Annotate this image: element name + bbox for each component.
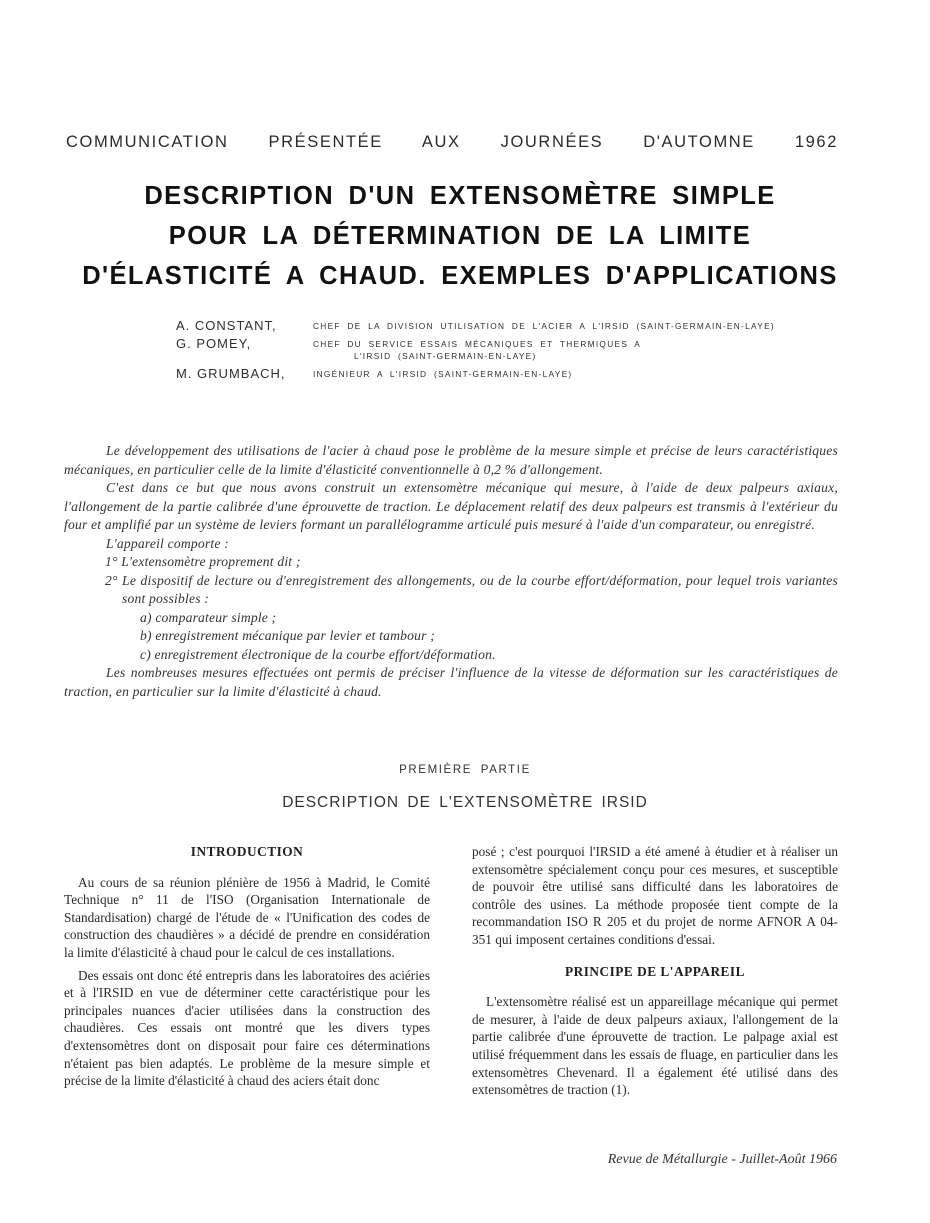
title-line: POUR LA DÉTERMINATION DE LA LIMITE [168, 222, 752, 250]
author-name: M. GRUMBACH, [176, 366, 286, 381]
section-heading: INTRODUCTION [190, 844, 304, 859]
author-role: CHEF DE LA DIVISION UTILISATION DE L'ACIER A L'IRSID (SAINT-GERMAIN-EN-LAYE) [313, 321, 775, 331]
abstract [64, 442, 838, 701]
title-line: D'ÉLASTICITÉ A CHAUD. EXEMPLES D'APPLICATIONS [82, 262, 838, 290]
section-heading: PRINCIPE DE L'APPAREIL [565, 963, 745, 979]
part-label: PREMIÈRE PARTIE [399, 764, 531, 776]
journal-footer: Revue de Métallurgie - Juillet-Août 1966 [607, 1152, 837, 1167]
abstract-paragraph: C'est dans ce but que nous avons construit un extensomètre mécanique qui mesure, à l'aide de deux palpeurs axiaux, l'allongement de la partie calibrée d'une éprouvette de traction. Le déplacement relatif des deux palpeurs est transmis à l'extérieur du four et amplifié par un système de leviers formant un parallélogramme articulé puis mesuré à l'aide d'un comparateur, ou enregistré. [64, 480, 838, 532]
author-role: CHEF DU SERVICE ESSAIS MÉCANIQUES ET THERMIQUES A [313, 339, 642, 349]
communication-line: COMMUNICATION PRÉSENTÉE AUX JOURNÉES D'AUTOMNE 1962 [66, 133, 838, 151]
abstract-sub-item: c) enregistrement électronique de la courbe effort/déformation. [140, 646, 496, 662]
right-column [472, 843, 838, 1104]
author-name: G. POMEY, [176, 336, 252, 351]
left-column [64, 843, 430, 1095]
body-paragraph: posé ; c'est pourquoi l'IRSID a été amené à étudier et à réaliser un extensomètre spécialement conçu pour ces mesures, et susceptible de pouvoir être utilisé sans difficulté dans les laboratoires de contrôle des usines. La méthode proposée tient compte de la recommandation ISO R 205 et du projet de norme AFNOR A 04-351 qui imposent certaines conditions d'essai. [472, 844, 838, 947]
author-name: A. CONSTANT, [176, 318, 277, 333]
abstract-paragraph: Le développement des utilisations de l'acier à chaud pose le problème de la mesure simple et précise de leurs caractéristiques mécaniques, en particulier celle de la limite d'élasticité conventionnelle à 0,2 % d'allongement. [64, 443, 838, 477]
body-paragraph: L'extensomètre réalisé est un appareillage mécanique qui permet de mesurer, à l'aide de deux palpeurs axiaux, l'allongement de la partie calibrée d'une éprouvette de traction. Le palpage axial est utilisé fréquemment dans les essais de fluage, en particulier dans les extensomètres Chevenard. Il a également été utilisé dans des extensomètres de traction (1). [472, 994, 838, 1098]
title-line: DESCRIPTION D'UN EXTENSOMÈTRE SIMPLE [144, 182, 776, 210]
abstract-sub-item: a) comparateur simple ; [140, 609, 277, 625]
body-paragraph: Des essais ont donc été entrepris dans les laboratoires des aciéries et à l'IRSID en vue de déterminer cette caractéristique pour les principales nuances d'acier utilisées dans la construction des chaudières. Ces essais ont montré que les divers types d'extensomètres dont on disposait pour faire ces déterminations n'étaient pas bien adaptés. Le problème de la mesure simple et précise de la limite d'élasticité à chaud des aciers était donc [64, 967, 430, 1089]
body-paragraph: Au cours de sa réunion plénière de 1956 à Madrid, le Comité Technique n° 11 de l'ISO (Organisation Internationale de Standardisation) chargé de l'étude de « l'Unification des codes de construction des chaudières » a décidé de prendre en considération la limite d'élasticité à chaud pour le calcul de ces installations. [64, 874, 430, 960]
abstract-sub-item: b) enregistrement mécanique par levier et tambour ; [140, 628, 435, 643]
section-title: DESCRIPTION DE L'EXTENSOMÈTRE IRSID [282, 794, 648, 811]
abstract-paragraph: Les nombreuses mesures effectuées ont permis de préciser l'influence de la vitesse de déformation sur les caractéristiques de traction, en particulier sur la limite d'élasticité à chaud. [64, 665, 838, 699]
author-role-continued: L'IRSID (SAINT-GERMAIN-EN-LAYE) [354, 351, 537, 361]
author-role: INGÉNIEUR A L'IRSID (SAINT-GERMAIN-EN-LAYE) [313, 369, 573, 379]
abstract-list-item: 2° Le dispositif de lecture ou d'enregistrement des allongements, ou de la courbe effort/déformation, pour lequel trois variantes sont possibles : [105, 572, 838, 606]
article-title [80, 176, 840, 296]
abstract-paragraph: L'appareil comporte : [106, 535, 229, 551]
abstract-list-item: 1° L'extensomètre proprement dit ; [105, 554, 301, 569]
